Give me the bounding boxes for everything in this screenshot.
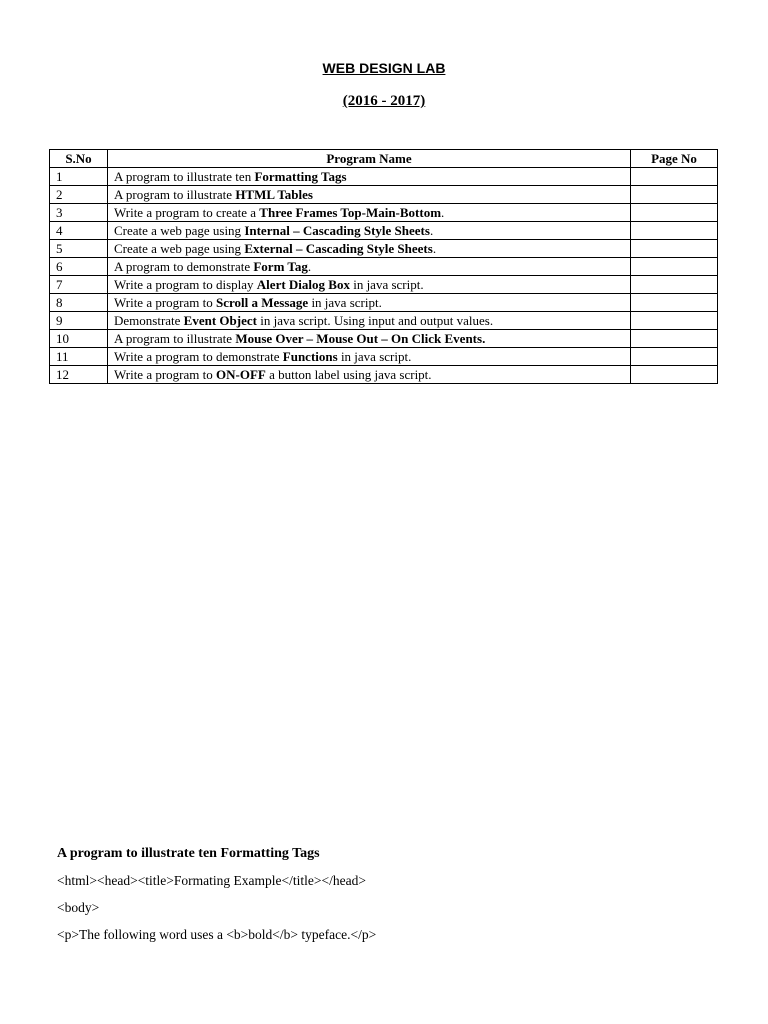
- program-name-text: in java script. Using input and output values.: [256, 313, 494, 328]
- program-name-text: A program to illustrate: [114, 331, 236, 346]
- program-name-cell: [108, 312, 631, 330]
- program-name-cell: [108, 168, 631, 186]
- column-header-program-name: Program Name: [108, 150, 631, 168]
- program-name-keyword: Formatting Tags: [254, 169, 347, 184]
- table-row: [50, 186, 718, 204]
- program-name-text: Demonstrate: [114, 313, 184, 328]
- program-name-keyword: Internal – Cascading Style Sheets: [244, 223, 430, 238]
- program-name-keyword: Mouse Over – Mouse Out – On Click Events.: [235, 331, 486, 346]
- column-header-page-no: Page No: [631, 150, 718, 168]
- program-name-cell: [108, 330, 631, 348]
- program-name-text: in java script.: [349, 277, 424, 292]
- page-number-cell: [631, 186, 718, 204]
- table-row: [50, 294, 718, 312]
- serial-number-cell: 10: [50, 330, 108, 348]
- program-name-cell: [108, 348, 631, 366]
- program-name-cell: [108, 222, 631, 240]
- serial-number-cell: 7: [50, 276, 108, 294]
- serial-number-cell: 11: [50, 348, 108, 366]
- page-number-cell: [631, 330, 718, 348]
- table-header-row: [50, 150, 718, 168]
- page-number-cell: [631, 222, 718, 240]
- program-name-keyword: External – Cascading Style Sheets: [244, 241, 433, 256]
- serial-number-cell: 12: [50, 366, 108, 384]
- serial-number-cell: 3: [50, 204, 108, 222]
- program-name-text: A program to illustrate ten: [114, 169, 255, 184]
- program-name-keyword: Functions: [282, 349, 338, 364]
- table-row: [50, 348, 718, 366]
- program-name-keyword: ON-OFF: [216, 367, 266, 382]
- program-name-keyword: Scroll a Message: [216, 295, 309, 310]
- program-name-keyword: Three Frames Top-Main-Bottom: [259, 205, 442, 220]
- program-name-text: Create a web page using: [114, 223, 245, 238]
- table-row: [50, 204, 718, 222]
- program-name-keyword: HTML Tables: [235, 187, 313, 202]
- column-header-sno: S.No: [50, 150, 108, 168]
- program-name-text: .: [432, 241, 437, 256]
- table-body: [50, 168, 718, 384]
- program-name-cell: [108, 240, 631, 258]
- program-index-table: [49, 149, 718, 384]
- serial-number-cell: 2: [50, 186, 108, 204]
- program-name-text: a button label using java script.: [265, 367, 432, 382]
- program-name-text: in java script.: [337, 349, 412, 364]
- program-name-keyword: Alert Dialog Box: [256, 277, 350, 292]
- page-number-cell: [631, 240, 718, 258]
- program-name-cell: [108, 204, 631, 222]
- program-name-text: Write a program to: [114, 295, 216, 310]
- page-number-cell: [631, 258, 718, 276]
- program-name-cell: [108, 294, 631, 312]
- table-row: [50, 366, 718, 384]
- serial-number-cell: 9: [50, 312, 108, 330]
- program-name-cell: [108, 186, 631, 204]
- program-name-keyword: Event Object: [183, 313, 257, 328]
- page-number-cell: [631, 366, 718, 384]
- page-number-cell: [631, 294, 718, 312]
- program-name-text: Write a program to create a: [114, 205, 260, 220]
- document-title: WEB DESIGN LAB: [322, 60, 446, 76]
- serial-number-cell: 5: [50, 240, 108, 258]
- section-heading: A program to illustrate ten Formatting Tags: [57, 846, 320, 861]
- table-row: [50, 276, 718, 294]
- program-name-text: A program to demonstrate: [114, 259, 254, 274]
- table-row: [50, 312, 718, 330]
- program-name-text: .: [429, 223, 434, 238]
- table-row: [50, 330, 718, 348]
- serial-number-cell: 8: [50, 294, 108, 312]
- program-name-text: in java script.: [308, 295, 382, 310]
- serial-number-cell: 1: [50, 168, 108, 186]
- page-number-cell: [631, 168, 718, 186]
- program-name-cell: [108, 276, 631, 294]
- table-row: [50, 258, 718, 276]
- academic-year: (2016 - 2017): [342, 93, 426, 109]
- page-number-cell: [631, 312, 718, 330]
- code-line: <html><head><title>Formating Example</title></head>: [57, 873, 366, 888]
- program-name-cell: [108, 366, 631, 384]
- code-line: <body>: [57, 900, 100, 915]
- table-row: [50, 222, 718, 240]
- table-row: [50, 168, 718, 186]
- serial-number-cell: 4: [50, 222, 108, 240]
- program-name-cell: [108, 258, 631, 276]
- program-name-keyword: Form Tag: [253, 259, 308, 274]
- program-name-text: Write a program to: [114, 367, 216, 382]
- program-name-text: A program to illustrate: [114, 187, 236, 202]
- program-name-text: Write a program to demonstrate: [114, 349, 283, 364]
- program-name-text: .: [441, 205, 445, 220]
- serial-number-cell: 6: [50, 258, 108, 276]
- page-number-cell: [631, 348, 718, 366]
- page-number-cell: [631, 276, 718, 294]
- code-line: <p>The following word uses a <b>bold</b> typeface.</p>: [57, 927, 377, 942]
- program-name-text: .: [307, 259, 312, 274]
- program-name-text: Create a web page using: [114, 241, 245, 256]
- page-number-cell: [631, 204, 718, 222]
- program-name-text: Write a program to display: [114, 277, 257, 292]
- table-row: [50, 240, 718, 258]
